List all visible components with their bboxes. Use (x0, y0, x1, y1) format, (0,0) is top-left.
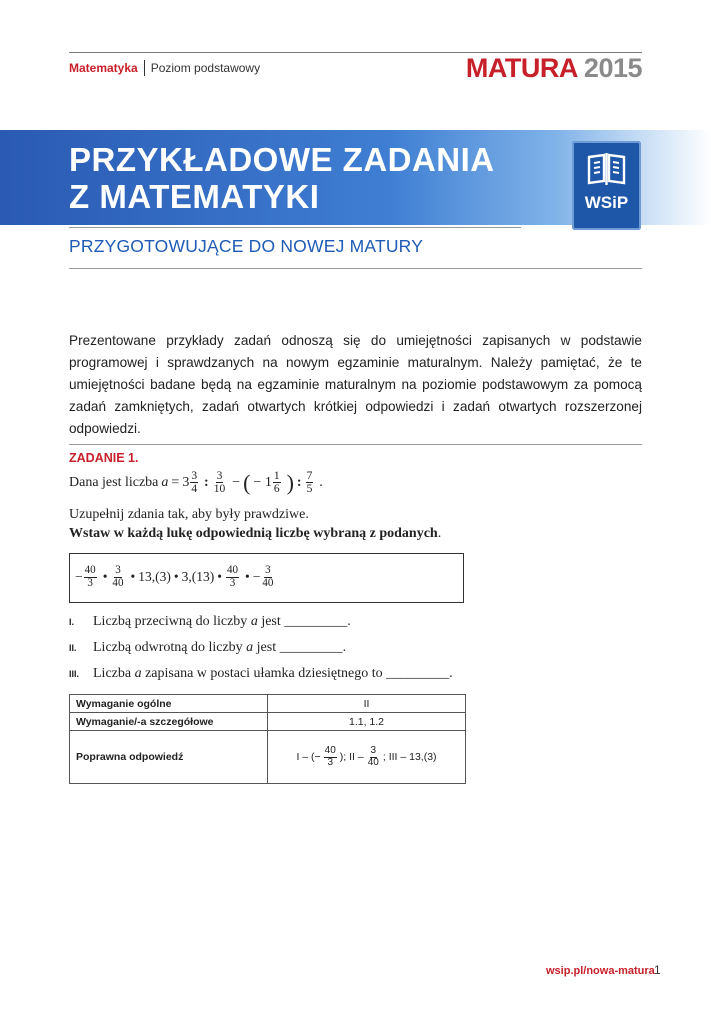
title-rule (69, 227, 521, 228)
numerator: 3 (115, 564, 121, 576)
numerator: 3 (370, 745, 377, 756)
denominator: 5 (306, 483, 313, 496)
subject-label: Matematyka (69, 61, 138, 75)
answer-fraction-1 (324, 746, 337, 768)
denominator: 3 (87, 576, 93, 589)
answer-options (75, 565, 280, 589)
equals-sign: = (171, 474, 180, 490)
fraction-3-4 (190, 470, 201, 495)
fraction-1-6 (273, 470, 284, 495)
period: . (319, 474, 323, 490)
sentence-blank[interactable]: jest _________. (253, 640, 347, 655)
instruction-text: Uzupełnij zdania tak, aby były prawdziwe. (69, 507, 309, 522)
page-number: 1 (654, 963, 661, 977)
book-icon (586, 151, 627, 189)
option-separator: • (173, 569, 179, 585)
matura-word: MATURA (465, 53, 577, 83)
option-1-sign: − (75, 569, 83, 585)
number-definition (69, 470, 326, 495)
whole-part: 3 (182, 474, 190, 490)
option-separator: • (102, 569, 108, 585)
numerator: 1 (273, 470, 280, 482)
sentence-text: Liczba (93, 666, 135, 681)
option-1 (84, 565, 100, 589)
requirement-key: Wymaganie/-a szczegółowe (70, 713, 268, 731)
sentence-blank[interactable]: jest _________. (257, 614, 351, 629)
requirement-value: II (268, 695, 466, 713)
answer-fraction-2 (367, 746, 380, 768)
denominator: 40 (112, 576, 124, 589)
denominator: 3 (327, 756, 334, 768)
var-a: a (161, 474, 169, 490)
answer-part-1: I – (− (296, 751, 321, 763)
minus-sign: − (232, 474, 241, 490)
correct-answer (268, 731, 466, 784)
intro-paragraph: Prezentowane przykłady zadań odnoszą się do umiejętności zapisanych w podstawie programowej i sprawdzanych na nowym egzaminie maturalnym. Należy pamiętać, że te umiejętności badane będą na egzaminie maturalnym na poziomie podstawowym za pomocą zadań zamkniętych, zadań otwartych krótkiej odpowiedzi i zadań otwartych rozszerzonej odpowiedzi. (69, 333, 642, 436)
paren-close: ) (286, 469, 294, 495)
matura-heading (466, 53, 642, 84)
task-rule (69, 444, 642, 445)
sentence-1 (69, 614, 351, 630)
paren-open: ( (243, 469, 251, 495)
denominator: 40 (367, 756, 379, 768)
sentence-2 (69, 640, 346, 656)
definition-prefix: Dana jest liczba (69, 474, 159, 490)
requirement-key: Poprawna odpowiedź (70, 731, 268, 784)
numerator: 40 (226, 564, 238, 576)
sentence-var: a (246, 640, 254, 655)
task-label: ZADANIE 1. (69, 451, 139, 465)
sentence-number: III. (69, 669, 80, 679)
wsip-logo (572, 141, 641, 230)
option-5 (226, 565, 242, 589)
option-3: 13,(3) (138, 569, 171, 585)
numerator: 3 (191, 470, 198, 482)
numerator: 40 (84, 564, 96, 576)
division-sign-2: : (296, 474, 302, 490)
footer-link[interactable]: wsip.pl/nowa-matura (546, 965, 655, 977)
subtitle: PRZYGOTOWUJĄCE DO NOWEJ MATURY (69, 236, 424, 256)
sentence-number: I. (69, 617, 75, 627)
header-separator (144, 60, 145, 76)
table-row (70, 713, 466, 731)
header-subject-line (69, 60, 260, 76)
requirement-value: 1.1, 1.2 (268, 713, 466, 731)
option-separator: • (217, 569, 222, 585)
numerator: 3 (216, 470, 223, 482)
requirements-table (69, 694, 466, 784)
sentence-var: a (134, 666, 142, 681)
instruction-bold (69, 526, 441, 542)
requirement-key: Wymaganie ogólne (70, 695, 268, 713)
option-6 (261, 565, 277, 589)
fraction-3-10 (213, 470, 229, 495)
page-title (69, 141, 495, 215)
answer-part-3: ; III – 13,(3) (382, 751, 437, 763)
table-row (70, 695, 466, 713)
sentence-3 (69, 666, 453, 682)
table-row (70, 731, 466, 784)
matura-year: 2015 (583, 53, 642, 83)
instruction-end: . (437, 526, 442, 541)
option-6-sign: − (252, 569, 261, 585)
instruction-bold-text: Wstaw w każdą lukę odpowiednią liczbę wybraną z podanych (69, 526, 438, 541)
sentence-text: Liczbą odwrotną do liczby (93, 640, 247, 655)
sentence-var: a (250, 614, 258, 629)
denominator: 4 (191, 483, 198, 496)
denominator: 3 (229, 576, 236, 589)
subtitle-rule (69, 268, 642, 269)
sentence-blank[interactable]: zapisana w postaci ułamka dziesiętnego to _________. (141, 666, 453, 681)
numerator: 7 (306, 470, 313, 482)
denominator: 6 (273, 483, 280, 496)
answer-options-box (69, 553, 464, 603)
sentence-text: Liczbą przeciwną do liczby (93, 614, 251, 629)
option-separator: • (130, 569, 136, 585)
division-sign: : (204, 474, 209, 490)
numerator: 3 (265, 564, 271, 576)
page-title-line-2: Z MATEMATYKI (69, 178, 320, 215)
answer-part-2: ); II – (339, 751, 364, 763)
denominator: 10 (213, 483, 226, 496)
fraction-7-5 (306, 470, 317, 495)
level-label: Poziom podstawowy (150, 61, 261, 75)
answer-expression (296, 746, 436, 768)
page-title-line-1: PRZYKŁADOWE ZADANIA (69, 141, 495, 178)
option-separator: • (245, 569, 250, 585)
negative-one: − 1 (253, 474, 272, 490)
sentence-number: II. (69, 643, 77, 653)
option-4: 3,(13) (181, 569, 215, 585)
numerator: 40 (324, 745, 336, 756)
denominator: 40 (262, 576, 274, 589)
logo-text: WSiP (584, 193, 629, 212)
option-2 (111, 565, 127, 589)
